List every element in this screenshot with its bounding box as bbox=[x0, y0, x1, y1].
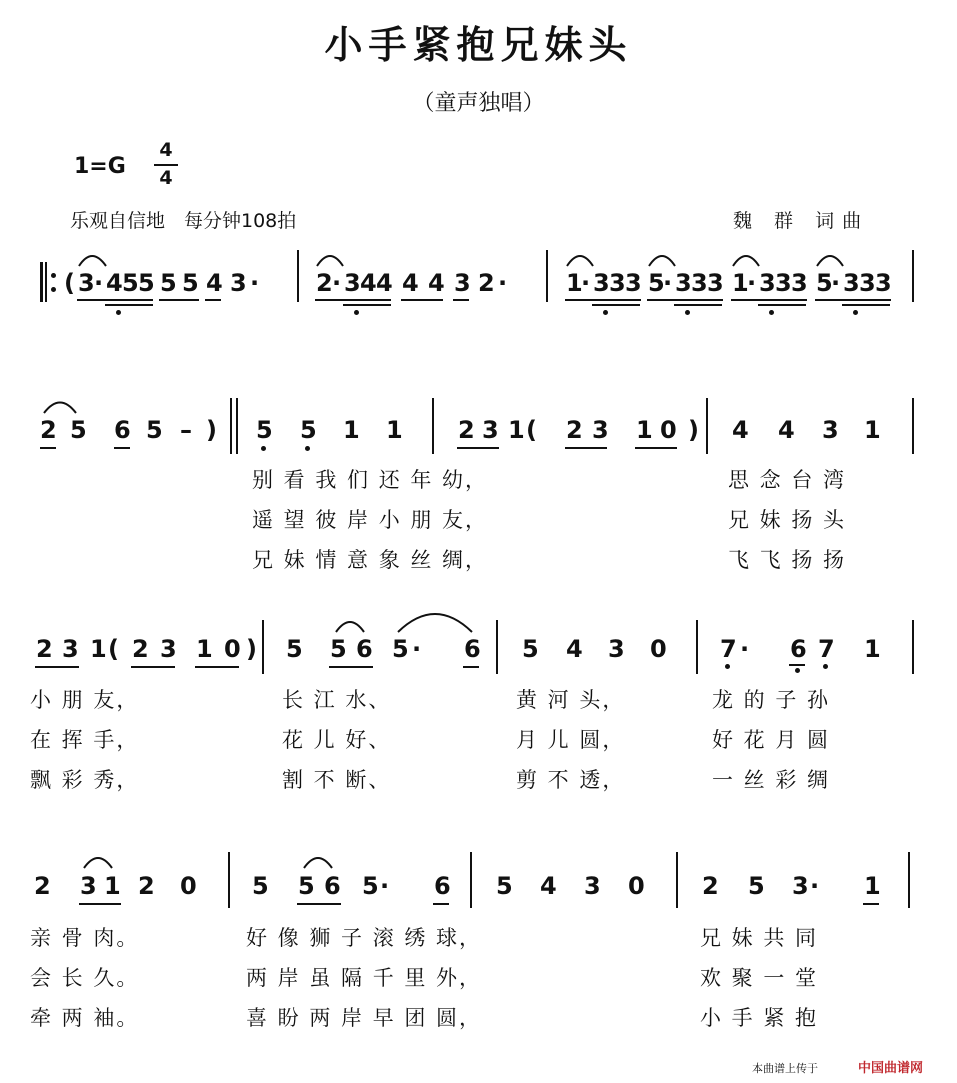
note: 5 bbox=[252, 872, 269, 900]
note: 0 bbox=[660, 416, 677, 444]
lyric-line: 飘 彩 秀， bbox=[30, 768, 140, 792]
lyric-line: 两 岸 虽 隔 千 里 外， bbox=[246, 966, 483, 990]
note: 3 bbox=[792, 872, 809, 900]
slur bbox=[304, 858, 332, 868]
note: 4 bbox=[778, 416, 795, 444]
paren-close: ) bbox=[688, 416, 699, 444]
note: 2 bbox=[316, 269, 333, 297]
note: 3 bbox=[62, 635, 79, 663]
slur bbox=[317, 256, 343, 266]
lyric-line: 喜 盼 两 岸 早 团 圆， bbox=[246, 1006, 483, 1030]
slur bbox=[336, 622, 364, 632]
lyric-line: 月 儿 圆， bbox=[516, 728, 626, 752]
note-dot: · bbox=[831, 269, 841, 297]
note: 5 bbox=[496, 872, 513, 900]
paren-open: ( bbox=[526, 416, 537, 444]
note: 2 bbox=[458, 416, 475, 444]
note: 5 bbox=[522, 635, 539, 663]
lyric-line: 花 儿 好、 bbox=[282, 728, 392, 752]
note: 3 bbox=[859, 269, 876, 297]
note: 1 bbox=[508, 416, 525, 444]
augmentation-dot: · bbox=[380, 872, 390, 900]
lyric-line: 长 江 水、 bbox=[282, 688, 392, 712]
lyric-line: 在 挥 手， bbox=[30, 728, 140, 752]
slur bbox=[817, 256, 843, 266]
note-dot: · bbox=[94, 269, 104, 297]
note: 5 bbox=[816, 269, 833, 297]
note: 5 bbox=[330, 635, 347, 663]
note: 1 bbox=[732, 269, 749, 297]
note: 3 bbox=[775, 269, 792, 297]
note: 3 bbox=[80, 872, 97, 900]
note: 4 bbox=[428, 269, 445, 297]
slur bbox=[84, 858, 112, 868]
lyric-line: 黄 河 头， bbox=[516, 688, 626, 712]
note: 4 bbox=[402, 269, 419, 297]
lyric-line: 思 念 台 湾 bbox=[728, 468, 847, 492]
note: 2 bbox=[34, 872, 51, 900]
lyric-line: 剪 不 透， bbox=[516, 768, 626, 792]
note: 3 bbox=[759, 269, 776, 297]
note: 3 bbox=[822, 416, 839, 444]
note: 0 bbox=[628, 872, 645, 900]
subtitle: （童声独唱） bbox=[412, 91, 545, 116]
augmentation-dot: · bbox=[498, 269, 508, 297]
lyric-line: 会 长 久。 bbox=[30, 966, 140, 990]
note: 3 bbox=[593, 269, 610, 297]
note: 2 bbox=[138, 872, 155, 900]
note: 6 bbox=[356, 635, 373, 663]
note: 4 bbox=[360, 269, 377, 297]
note: 1 bbox=[864, 416, 881, 444]
note: 6 bbox=[324, 872, 341, 900]
note: 2 bbox=[36, 635, 53, 663]
note: 5 bbox=[146, 416, 163, 444]
augmentation-dot: · bbox=[250, 269, 260, 297]
note: 3 bbox=[344, 269, 361, 297]
tempo-marking: 乐观自信地 每分钟108拍 bbox=[70, 210, 297, 232]
note: 5 bbox=[182, 269, 199, 297]
slur bbox=[733, 256, 759, 266]
paren-close: ) bbox=[246, 635, 257, 663]
lyric-line: 牵 两 袖。 bbox=[30, 1006, 140, 1030]
lyric-line: 亲 骨 肉。 bbox=[30, 926, 140, 950]
paren-close: ) bbox=[206, 416, 217, 444]
note: 7 bbox=[720, 635, 737, 663]
lyric-line: 好 花 月 圆 bbox=[712, 728, 831, 752]
note: 1 bbox=[343, 416, 360, 444]
note: 1 bbox=[90, 635, 107, 663]
note: 5 bbox=[300, 416, 317, 444]
lyric-line: 好 像 狮 子 滚 绣 球， bbox=[246, 926, 483, 950]
lyric-line: 兄 妹 共 同 bbox=[700, 926, 819, 950]
note: 6 bbox=[434, 872, 451, 900]
note: 1 bbox=[636, 416, 653, 444]
note: 1 bbox=[864, 872, 881, 900]
augmentation-dot: · bbox=[740, 635, 750, 663]
slur bbox=[649, 256, 675, 266]
note: 5 bbox=[748, 872, 765, 900]
note: 2 bbox=[702, 872, 719, 900]
note: 5 bbox=[160, 269, 177, 297]
note: 1 bbox=[104, 872, 121, 900]
note: 5 bbox=[286, 635, 303, 663]
lyric-line: 一 丝 彩 绸 bbox=[712, 768, 831, 792]
note: 3 bbox=[791, 269, 808, 297]
time-signature-bottom: 4 bbox=[159, 167, 173, 189]
note: 3 bbox=[843, 269, 860, 297]
lyric-line: 小 手 紧 抱 bbox=[700, 1006, 819, 1030]
note: 0 bbox=[224, 635, 241, 663]
note: 2 bbox=[478, 269, 495, 297]
lyric-line: 龙 的 子 孙 bbox=[712, 688, 831, 712]
note: 4 bbox=[732, 416, 749, 444]
note: 0 bbox=[650, 635, 667, 663]
note: 3 bbox=[608, 635, 625, 663]
paren-open: ( bbox=[64, 269, 75, 297]
note: 4 bbox=[376, 269, 393, 297]
note: 3 bbox=[875, 269, 892, 297]
note: 3 bbox=[230, 269, 247, 297]
note: 4 bbox=[206, 269, 223, 297]
page-title: 小手紧抱兄妹头 bbox=[324, 23, 633, 67]
note: 5 bbox=[70, 416, 87, 444]
note: 5 bbox=[648, 269, 665, 297]
note: 5 bbox=[298, 872, 315, 900]
note-dot: · bbox=[747, 269, 757, 297]
note: 3 bbox=[160, 635, 177, 663]
lyric-line: 遥 望 彼 岸 小 朋 友， bbox=[252, 508, 489, 532]
note: 7 bbox=[818, 635, 835, 663]
note: 2 bbox=[566, 416, 583, 444]
note: 4 bbox=[106, 269, 123, 297]
note-dot: · bbox=[663, 269, 673, 297]
lyric-line: 飞 飞 扬 扬 bbox=[728, 548, 847, 572]
lyric-line: 割 不 断、 bbox=[282, 768, 392, 792]
paren-open: ( bbox=[108, 635, 119, 663]
note: 6 bbox=[114, 416, 131, 444]
upload-note: 本曲谱上传于 bbox=[752, 1062, 818, 1075]
slur bbox=[44, 403, 76, 414]
note: 4 bbox=[566, 635, 583, 663]
note: 2 bbox=[132, 635, 149, 663]
note: 3 bbox=[78, 269, 95, 297]
lyric-line: 小 朋 友， bbox=[30, 688, 140, 712]
note: 6 bbox=[790, 635, 807, 663]
note: 1 bbox=[864, 635, 881, 663]
note: 3 bbox=[454, 269, 471, 297]
note: 5 bbox=[256, 416, 273, 444]
note: 5 bbox=[392, 635, 409, 663]
tie bbox=[398, 614, 472, 632]
note: 6 bbox=[464, 635, 481, 663]
lyric-line: 别 看 我 们 还 年 幼， bbox=[252, 468, 489, 492]
note: 5 bbox=[122, 269, 139, 297]
note: 3 bbox=[592, 416, 609, 444]
key-signature: 1=G bbox=[74, 154, 126, 179]
lyric-line: 兄 妹 情 意 象 丝 绸， bbox=[252, 548, 489, 572]
site-logo[interactable]: 中国曲谱网 bbox=[858, 1061, 924, 1076]
slur bbox=[79, 256, 106, 266]
time-signature-top: 4 bbox=[159, 139, 173, 161]
note: 1 bbox=[566, 269, 583, 297]
note: 4 bbox=[540, 872, 557, 900]
note: 3 bbox=[609, 269, 626, 297]
note: 5 bbox=[362, 872, 379, 900]
note: 2 bbox=[40, 416, 57, 444]
note: 3 bbox=[691, 269, 708, 297]
note: 1 bbox=[196, 635, 213, 663]
lyric-line: 欢 聚 一 堂 bbox=[700, 966, 819, 990]
note: 5 bbox=[138, 269, 155, 297]
augmentation-dot: · bbox=[412, 635, 422, 663]
author-credit: 魏 群 词曲 bbox=[733, 210, 870, 232]
note: 3 bbox=[707, 269, 724, 297]
note: 3 bbox=[584, 872, 601, 900]
note: 1 bbox=[386, 416, 403, 444]
slur bbox=[567, 256, 593, 266]
note: 0 bbox=[180, 872, 197, 900]
note: 3 bbox=[482, 416, 499, 444]
lyric-line: 兄 妹 扬 头 bbox=[728, 508, 847, 532]
note: 3 bbox=[625, 269, 642, 297]
note-dot: · bbox=[332, 269, 342, 297]
note: 3 bbox=[675, 269, 692, 297]
augmentation-dot: · bbox=[810, 872, 820, 900]
note-dot: · bbox=[581, 269, 591, 297]
dash: – bbox=[180, 416, 192, 444]
